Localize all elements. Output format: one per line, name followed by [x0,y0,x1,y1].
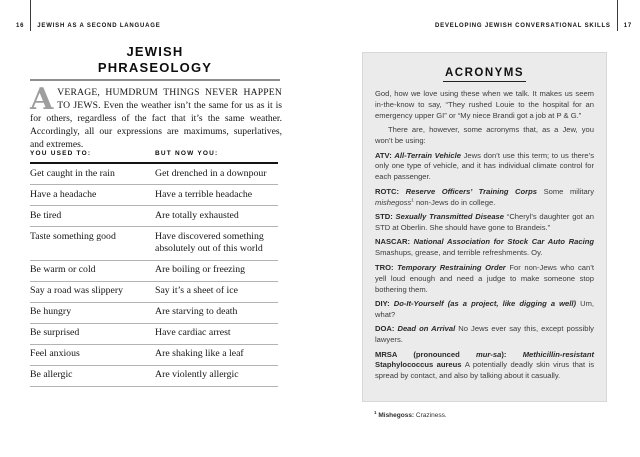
acronym-entry: ATV: All-Terrain Vehicle Jews don’t use this term; to us there’s only one type of vehicle, and it has individual climate control for each passenger. [375,150,595,182]
table-row [30,366,278,387]
table-row [30,282,278,303]
acronym-entry: MRSA (pronounced mur-sa): Methicillin-resistant Staphylococcus aureus A potentially deadly skin virus that is spread by contact, and also by talking about it casually. [375,349,595,381]
acronym-entry: ROTC: Reserve Officers’ Training Corps Some military mishegoss$^1$ non-Jews do in college. [375,186,595,207]
cell-used-to: Be tired [30,209,62,221]
table-row [30,164,278,185]
acronym-entry: DOA: Dead on Arrival No Jews ever say this, except possibly lawyers. [375,324,594,345]
cell-but-now: Are violently allergic [155,369,239,380]
table-header-row [30,150,278,164]
header-divider [30,0,31,31]
cell-but-now: Are totally exhausted [155,209,239,221]
page-number-right: 17 [623,23,632,29]
cell-but-now: Have discovered something absolutely out of this world [155,230,264,254]
acronyms-box [362,52,607,402]
footnote-term: Mishegoss: [378,412,415,420]
cell-used-to: Be allergic [30,369,73,380]
intro-lead-sentence: VERAGE, HUMDRUM THINGS NEVER HAPPEN TO JEWS. [57,87,282,111]
cell-but-now: Are starving to death [155,306,238,317]
cell-but-now: Are boiling or freezing [155,264,246,275]
acronym-entry: TRO: Temporary Restraining Order For non-Jews who can’t yell loud enough and need a judge to make someone stop bothering them. [375,262,594,294]
phrase-table [30,150,278,387]
page-title [30,44,280,75]
acronym-entry: NASCAR: National Association for Stock Car Auto Racing Smashups, grease, and terrible refreshments. Oy. [375,237,594,258]
acronyms-intro-2: There are, however, some acronyms that, as a Jew, you won’t be using: [375,125,594,146]
cell-used-to: Have a headache [30,188,97,200]
footnote [374,410,447,419]
acronyms-intro-1: God, how we love using these when we talk. It makes us seem in-the-know to say, “They rushed Louie to the hospital for an emergency upper GI” or “My niece Brandi got a job at P & G.” [375,89,594,120]
acronyms-box-title: ACRONYMS [375,63,594,82]
acronym-entry: DIY: Do-It-Yourself (as a project, like digging a well) Um, what? [375,298,595,319]
table-row [30,261,278,282]
cell-but-now: Have cardiac arrest [155,327,231,338]
cell-used-to: Feel anxious [30,348,80,359]
page-title-line1: JEWISH [126,44,184,59]
intro-body: Even the weather isn’t the same for us as it is for others, regardless of the fact that it’s the same weather. Accordingly, all our expressions are maximums, superlatives, and extremes. [30,100,283,150]
acronym-entries [375,151,594,383]
cell-but-now: Have a terrible headache [155,188,253,200]
table-body [30,164,278,387]
running-header-right-title: DEVELOPING JEWISH CONVERSATIONAL SKILLS [435,23,611,29]
acronym-entry: STD: Sexually Transmitted Disease “Cheryl’s daughter got an STD at Oberlin. She should have gone to Brandeis.” [375,212,595,232]
cell-used-to: Be surprised [30,327,80,338]
title-rule [30,79,280,81]
table-row [30,324,278,345]
running-header-right [435,0,632,31]
intro-paragraph [30,82,283,151]
table-row [30,345,278,366]
cell-but-now: Say it’s a sheet of ice [155,285,238,296]
header-divider [617,0,618,31]
cell-but-now: Get drenched in a downpour [155,167,267,179]
page-right [320,0,640,457]
cell-used-to: Be hungry [30,306,72,317]
column-header-used-to: YOU USED TO: [30,150,92,157]
table-row [30,185,278,206]
cell-but-now: Are shaking like a leaf [155,348,244,359]
footnote-marker: 1 [374,410,377,415]
cell-used-to: Taste something good [30,230,116,242]
table-row [30,303,278,324]
running-header-left [16,0,161,31]
table-row [30,227,278,261]
dropcap: A [30,82,54,117]
cell-used-to: Get caught in the rain [30,167,115,179]
footnote-definition: Craziness. [414,412,447,420]
cell-used-to: Be warm or cold [30,264,96,275]
column-header-but-now: BUT NOW YOU: [155,150,219,157]
table-row [30,206,278,227]
page-number-left: 16 [16,23,25,29]
running-header-left-title: JEWISH AS A SECOND LANGUAGE [37,23,161,29]
cell-used-to: Say a road was slippery [30,285,124,296]
page-title-line2: PHRASEOLOGY [97,59,213,75]
